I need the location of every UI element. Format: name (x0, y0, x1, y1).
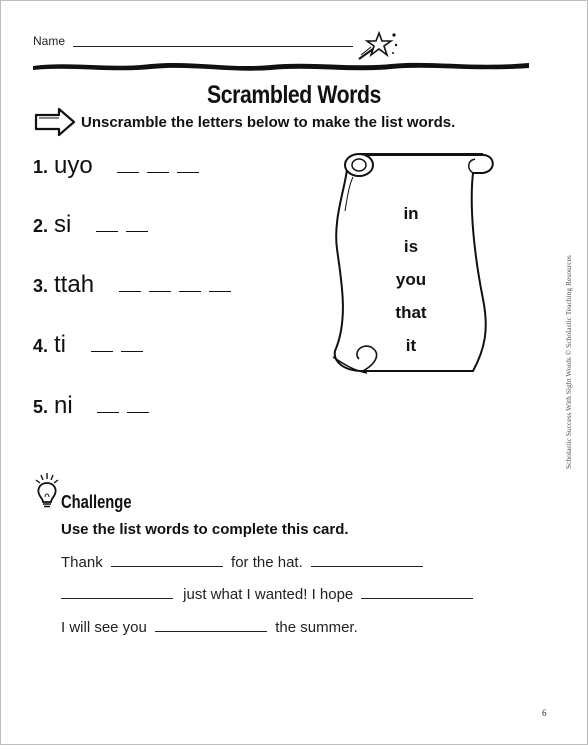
list-item (33, 271, 239, 299)
blank-field[interactable] (311, 552, 423, 567)
item-number: 3. (33, 276, 49, 296)
blank-field[interactable] (61, 584, 173, 599)
blank-field[interactable] (155, 617, 267, 632)
list-word: that (395, 303, 427, 322)
scrambled-word: ttah (54, 271, 95, 298)
scrambled-word: ti (54, 331, 67, 358)
item-number: 2. (33, 216, 49, 236)
page-number: 6 (542, 708, 547, 718)
name-label: Name (33, 34, 66, 48)
list-item (33, 152, 207, 180)
scrambled-word: ni (54, 392, 73, 419)
list-word: it (405, 336, 417, 355)
brush-stroke-divider (31, 55, 531, 75)
answer-blanks[interactable] (97, 392, 157, 420)
instruction-text: Unscramble the letters below to make the list words. (81, 114, 456, 131)
answer-blanks[interactable] (91, 331, 151, 359)
side-credit: Scholastic Success With Sight Words © Scholastic Teaching Resources (564, 255, 573, 469)
page-title: Scrambled Words (207, 81, 381, 109)
name-line[interactable] (73, 46, 353, 47)
answer-blanks[interactable] (117, 152, 207, 180)
card-line-1: Thank for the hat. (61, 552, 423, 571)
list-word: is (403, 237, 419, 256)
item-number: 1. (33, 157, 49, 177)
list-word: in (403, 204, 419, 223)
arrow-right-icon (33, 107, 77, 137)
list-word: you (395, 270, 427, 289)
blank-field[interactable] (111, 552, 223, 567)
lightbulb-icon (33, 473, 61, 509)
list-item (33, 392, 157, 420)
blank-field[interactable] (361, 584, 473, 599)
word-list (373, 197, 449, 362)
card-line-2: just what I wanted! I hope (61, 584, 473, 603)
card-line-3: I will see you the summer. (61, 619, 358, 636)
list-item (33, 211, 156, 239)
scrambled-word: uyo (54, 152, 93, 179)
answer-blanks[interactable] (96, 211, 156, 239)
challenge-instruction: Use the list words to complete this card. (61, 521, 349, 538)
challenge-title: Challenge (61, 492, 132, 512)
answer-blanks[interactable] (119, 271, 239, 299)
scrambled-word: si (54, 211, 72, 238)
item-number: 4. (33, 336, 49, 356)
list-item (33, 331, 151, 359)
item-number: 5. (33, 397, 49, 417)
